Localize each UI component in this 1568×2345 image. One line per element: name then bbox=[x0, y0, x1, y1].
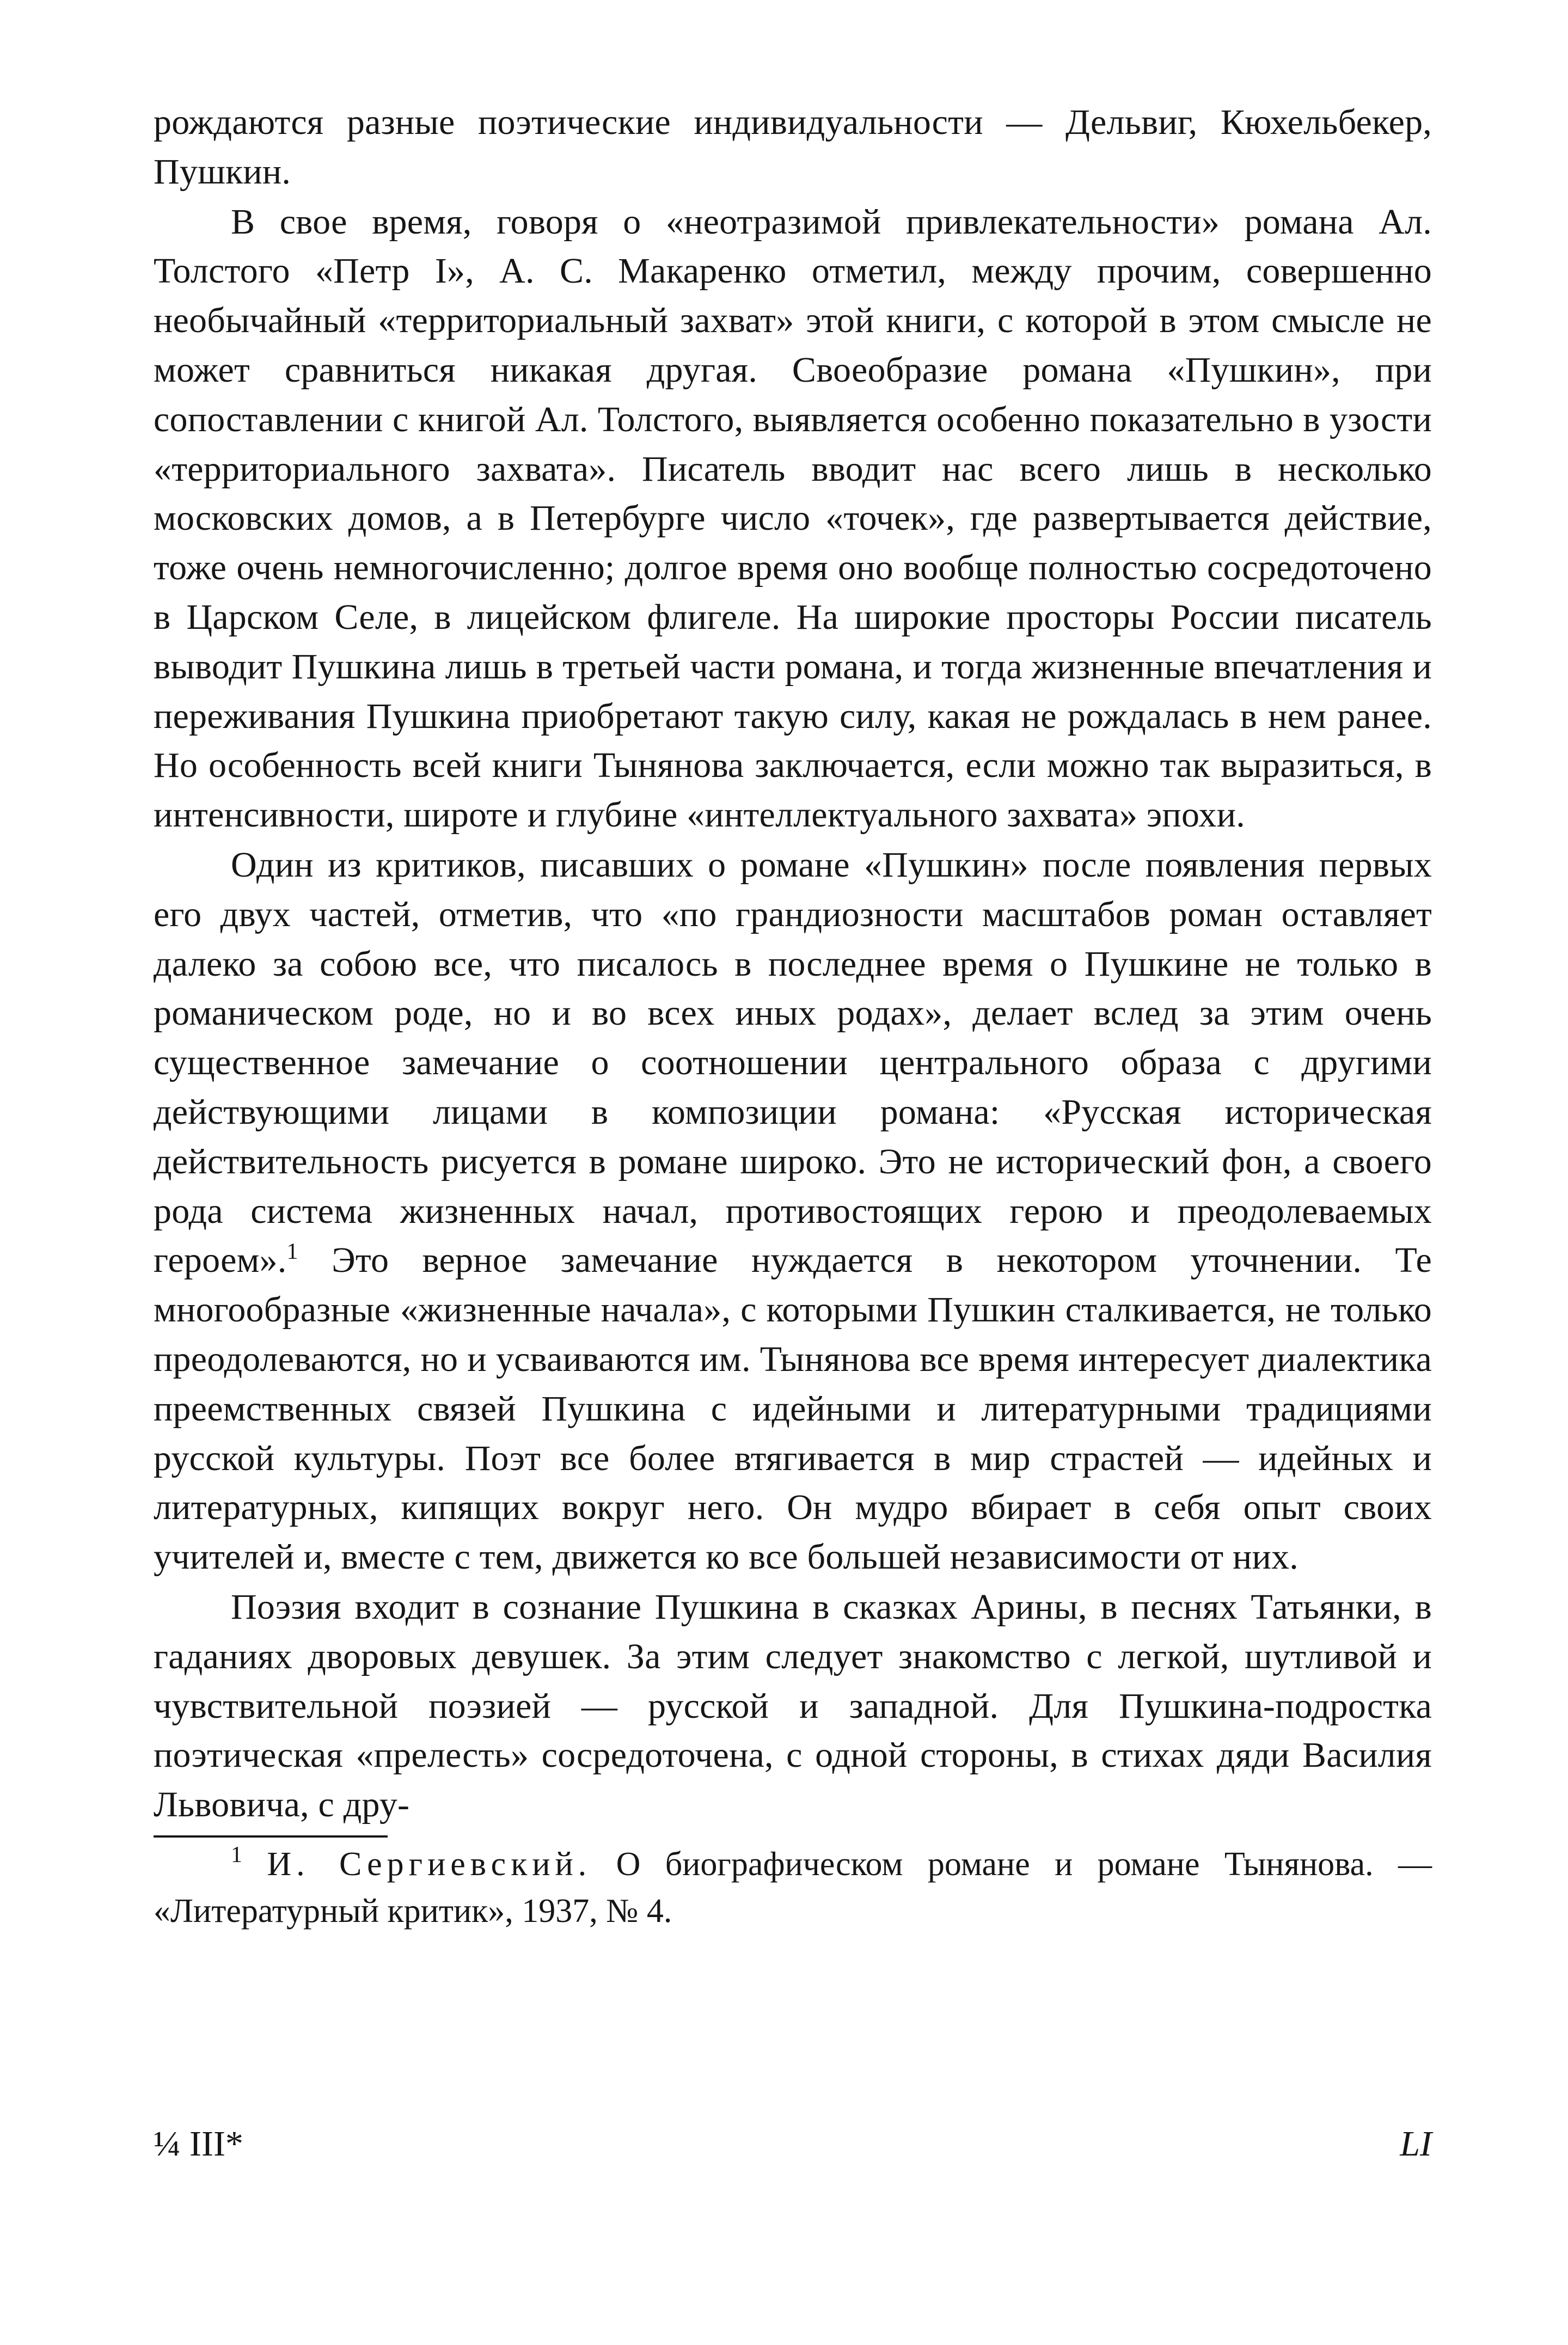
paragraph-1: рождаются разные поэтические индивидуальности — Дельвиг, Кюхельбекер, Пушкин. bbox=[154, 102, 1432, 192]
footnote-divider bbox=[154, 1835, 388, 1838]
footnote-text: О биографическом романе и романе Тынянова. — «Литературный критик», 1937, № 4. bbox=[154, 1845, 1432, 1930]
page-footer bbox=[154, 2123, 1432, 2178]
paragraph-4: Поэзия входит в сознание Пушкина в сказках Арины, в песнях Татьянки, в гаданиях дворовых девушек. За этим следует знакомство с легкой, шутливой и чувствительной поэзией — русской и западной. Для Пушкина-подростка поэтическая «прелесть» сосредоточена, с одной стороны, в стихах дяди Василия Львовича, с дру- bbox=[154, 1587, 1432, 1825]
page-number: LI bbox=[1400, 2124, 1432, 2164]
printer-signature: ¼ III* bbox=[154, 2124, 243, 2164]
footnote bbox=[154, 1841, 1432, 1934]
footnote-author: И. Сергиевский. bbox=[267, 1845, 592, 1883]
paragraph-3 bbox=[154, 841, 1432, 1582]
footnote-marker: 1 bbox=[231, 1842, 242, 1868]
footnote-reference: 1 bbox=[286, 1239, 298, 1265]
paragraph-3-quote: Один из критиков, писавших о романе «Пушкин» после появления первых его двух частей, отметив, что «по грандиозности масштабов роман оставляет далеко за собою все, что писалось в последнее время о Пушкине не только в романическом роде, но и во всех иных родах», делает вслед за этим очень существенное замечание о соотношении центрального образа с другими действующими лицами в композиции романа: «Русская историческая действительность рисуется в романе широко. Это не исторический фон, а своего рода система жизненных начал, противостоящих герою и преодолеваемых героем». bbox=[154, 844, 1432, 1281]
paragraph-3-continuation: Это верное замечание нуждается в некотором уточнении. Те многообразные «жизненные начала», с которыми Пушкин сталкивается, не только преодолеваются, но и усваиваются им. Тынянова все время интересует диалектика преемственных связей Пушкина с идейными и литературными традициями русской культуры. Поэт все более втягивается в мир страстей — идейных и литературных, кипящих вокруг него. Он мудро вбирает в себя опыт своих учителей и, вместе с тем, движется ко все большей независимости от них. bbox=[154, 1240, 1432, 1577]
page-body bbox=[154, 98, 1432, 1934]
paragraph-2: В свое время, говоря о «неотразимой привлекательности» романа Ал. Толстого «Петр I», А. С. Макаренко отметил, между прочим, совершенно необычайный «территориальный захват» этой книги, с которой в этом смысле не может сравниться никакая другая. Своеобразие романа «Пушкин», при сопоставлении с книгой Ал. Толстого, выявляется особенно показательно в узости «территориального захвата». Писатель вводит нас всего лишь в несколько московских домов, а в Петербурге число «точек», где развертывается действие, тоже очень немногочисленно; долгое время оно вообще полностью сосредоточено в Царском Селе, в лицейском флигеле. На широкие просторы России писатель выводит Пушкина лишь в третьей части романа, и тогда жизненные впечатления и переживания Пушкина приобретают такую силу, какая не рождалась в нем ранее. Но особенность всей книги Тынянова заключается, если можно так выразиться, в интенсивности, широте и глубине «интеллектуального захвата» эпохи. bbox=[154, 201, 1432, 835]
